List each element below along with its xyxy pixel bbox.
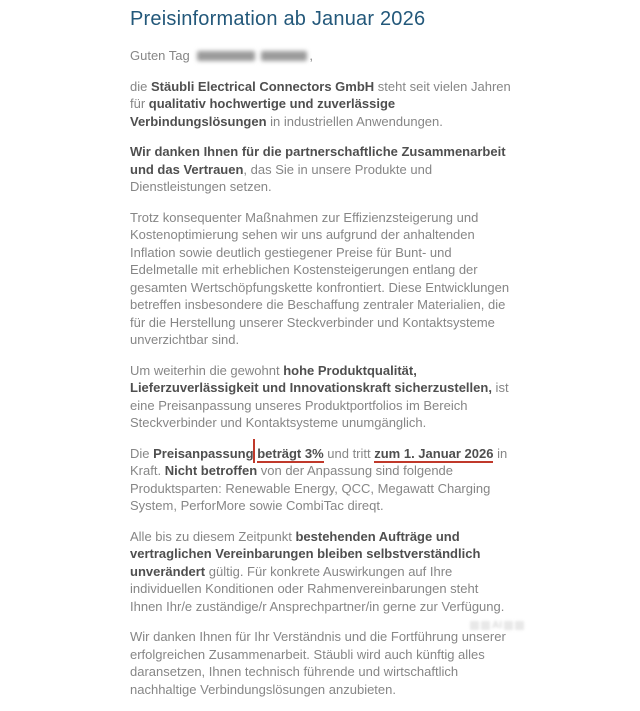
paragraph-cost-situation [130, 209, 514, 349]
paragraph-closing [130, 628, 514, 698]
paragraph-company-intro [130, 78, 514, 131]
text-run: Alle bis zu diesem Zeitpunkt [130, 528, 296, 544]
text-run: in industriellen Anwendungen. [266, 113, 443, 129]
bold-text-run: Stäubli Electrical Connectors GmbH [150, 78, 375, 94]
watermark-text: AI [492, 619, 502, 631]
text-run: ist eine Preisanpassung unseres Produktportfolios im Bereich Steckverbinder und Kontaktsysteme unumgänglich. [130, 380, 509, 430]
paragraph-price-adjustment-details [130, 445, 514, 515]
ai-watermark [470, 619, 524, 631]
bold-text-run: Nicht betroffen [164, 463, 258, 478]
text-run: steht seit vielen Jahren für [130, 78, 511, 111]
red-annotated-text: beträgt 3% [257, 445, 324, 461]
paragraph-thanks [130, 143, 514, 196]
bold-text-run: hohe Produktqualität, Lieferzuverlässigkeit und Innovationskraft sicherzustellen, [130, 362, 492, 395]
bold-text-run: Preisanpassung [153, 445, 254, 461]
greeting-comma: , [309, 48, 314, 63]
watermark-glyph [470, 621, 479, 630]
text-run: Wir danken Ihnen für Ihr Verständnis und die Fortführung unserer erfolgreichen Zusammenarbeit. Stäubli wird auch künftig alles daransetzen, Ihnen technisch führende und wirtschaftlich nachhaltige Verbindungslösungen anzubieten. [130, 629, 506, 697]
text-run: Trotz konsequenter Maßnahmen zur Effizienzsteigerung und Kostenoptimierung sehen wir uns aufgrund der anhaltenden Inflation sowie deutlich gestiegener Preise für Bunt- und Edelmetalle mit erheblichen Kostensteigerungen entlang der gesamten Wertschöpfungskette konfrontiert. Diese Entwicklungen betreffen insbesondere die Beschaffung zentraler Materialien, die für die Herstellung unserer Steckverbinder und Kontaktsysteme unverzichtbar sind. [130, 209, 510, 347]
bold-text-run: qualitativ hochwertige und zuverlässige Verbindungslösungen [130, 96, 396, 129]
letter-body [130, 8, 514, 711]
text-run: in Kraft. [130, 445, 508, 478]
text-run: von der Anpassung sind folgende Produktsparten: Renewable Energy, QCC, Megawatt Charging System, PerforMore sowie CombiTac direqt. [130, 463, 491, 513]
redacted-recipient-name [197, 51, 255, 61]
text-run: gültig. Für konkrete Auswirkungen auf Ihre individuellen Konditionen oder Rahmenvereinbarungen steht Ihnen Ihr/e zuständige/r Ansprechpartner/in gerne zur Verfügung. [130, 563, 505, 614]
watermark-glyph [504, 621, 513, 630]
red-annotated-text: zum 1. Januar 2026 [374, 445, 494, 461]
page-title: Preisinformation ab Januar 2026 [130, 8, 426, 30]
text-run: die [130, 78, 151, 94]
greeting-line [130, 47, 514, 65]
text-run: Die [130, 445, 154, 461]
paragraph-existing-orders [130, 528, 514, 616]
text-run: Um weiterhin die gewohnt [130, 362, 284, 378]
watermark-glyph [481, 621, 490, 630]
redacted-recipient-name [261, 51, 307, 61]
greeting-text: Guten Tag [130, 48, 190, 63]
bold-text-run: bestehenden Aufträge und vertraglichen Vereinbarungen bleiben selbstverständlich unverändert [130, 528, 481, 579]
text-run: und tritt [323, 445, 375, 461]
text-run: , das Sie in unsere Produkte und Dienstleistungen setzen. [130, 161, 433, 194]
paragraph-price-adjustment-reason [130, 362, 514, 432]
bold-text-run: Wir danken Ihnen für die partnerschaftliche Zusammenarbeit und das Vertrauen [130, 144, 506, 177]
watermark-glyph [515, 621, 524, 630]
